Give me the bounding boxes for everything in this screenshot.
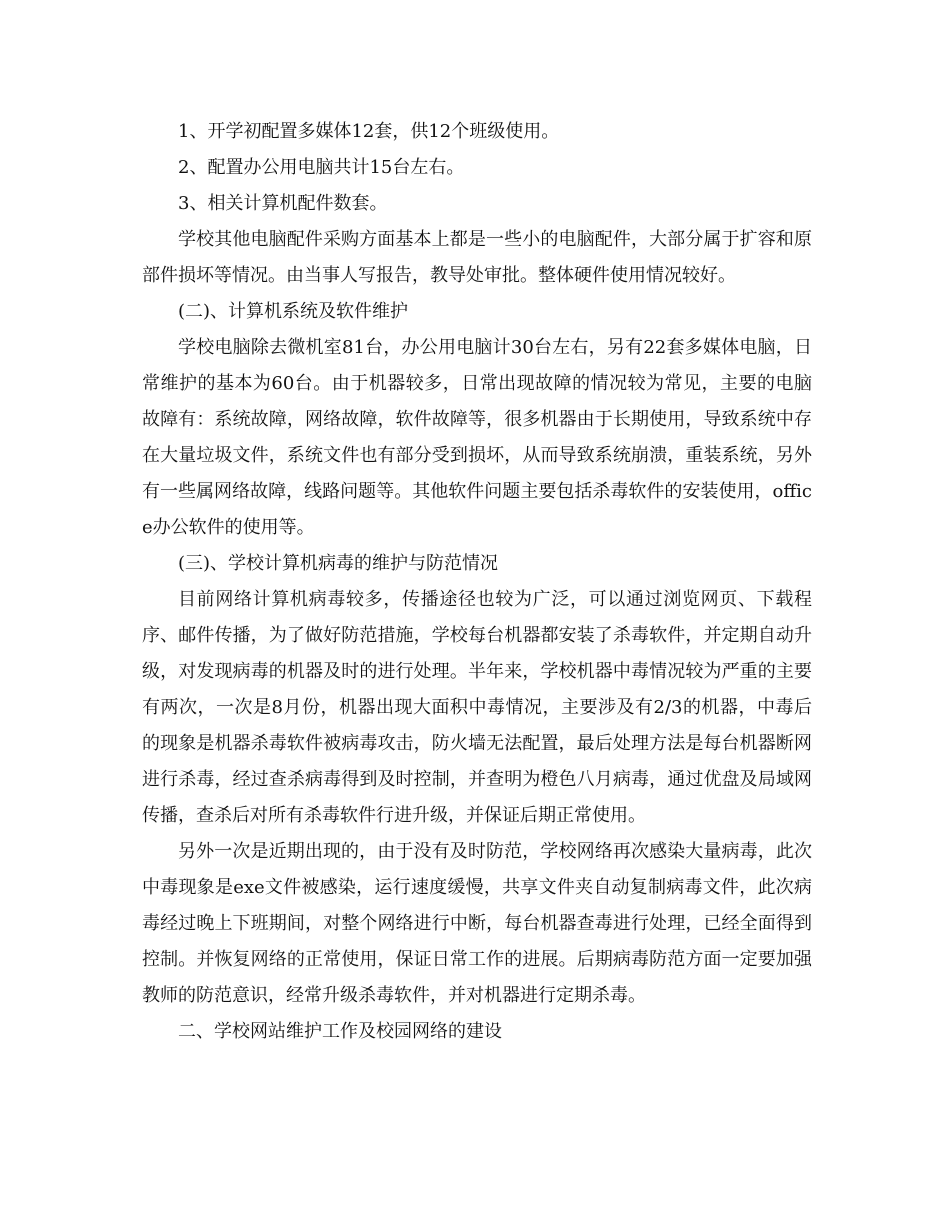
document-body <box>142 114 812 1050</box>
section-heading-virus-prevention: (三)、学校计算机病毒的维护与防范情况 <box>178 553 499 574</box>
section-heading-website-network: 二、学校网站维护工作及校园网络的建设 <box>178 1021 502 1042</box>
list-item-2: 2、配置办公用电脑共计15台左右。 <box>178 157 465 178</box>
list-item-3: 3、相关计算机配件数套。 <box>178 193 388 214</box>
list-item-1: 1、开学初配置多媒体12套，供12个班级使用。 <box>178 121 560 142</box>
paragraph-system-maintenance: 学校电脑除去微机室81台，办公用电脑计30台左右，另有22套多媒体电脑，日常维护的基本为60台。由于机器较多，日常出现故障的情况较为常见，主要的电脑故障有：系统故障，网络故障，软件故障等，很多机器由于长期使用，导致系统中存在大量垃圾文件，系统文件也有部分受到损坏，从而导致系统崩溃，重装系统，另外有一些属网络故障，线路问题等。其他软件问题主要包括杀毒软件的安装使用，office办公软件的使用等。 <box>142 337 812 538</box>
paragraph-virus-second-incident: 另外一次是近期出现的，由于没有及时防范，学校网络再次感染大量病毒，此次中毒现象是exe文件被感染，运行速度缓慢，共享文件夹自动复制病毒文件，此次病毒经过晚上下班期间，对整个网络进行中断，每台机器查毒进行处理，已经全面得到控制。并恢复网络的正常使用，保证日常工作的进展。后期病毒防范方面一定要加强教师的防范意识，经常升级杀毒软件，并对机器进行定期杀毒。 <box>142 841 812 1006</box>
paragraph-hardware-purchase: 学校其他电脑配件采购方面基本上都是一些小的电脑配件，大部分属于扩容和原部件损坏等情况。由当事人写报告，教导处审批。整体硬件使用情况较好。 <box>142 229 812 286</box>
paragraph-virus-overview: 目前网络计算机病毒较多，传播途径也较为广泛，可以通过浏览网页、下载程序、邮件传播，为了做好防范措施，学校每台机器都安装了杀毒软件，并定期自动升级，对发现病毒的机器及时的进行处理。半年来，学校机器中毒情况较为严重的主要有两次，一次是8月份，机器出现大面积中毒情况，主要涉及有2/3的机器，中毒后的现象是机器杀毒软件被病毒攻击，防火墙无法配置，最后处理方法是每台机器断网进行杀毒，经过查杀病毒得到及时控制，并查明为橙色八月病毒，通过优盘及局域网传播，查杀后对所有杀毒软件行进升级，并保证后期正常使用。 <box>142 589 812 826</box>
section-heading-system-software: (二)、计算机系统及软件维护 <box>178 301 409 322</box>
